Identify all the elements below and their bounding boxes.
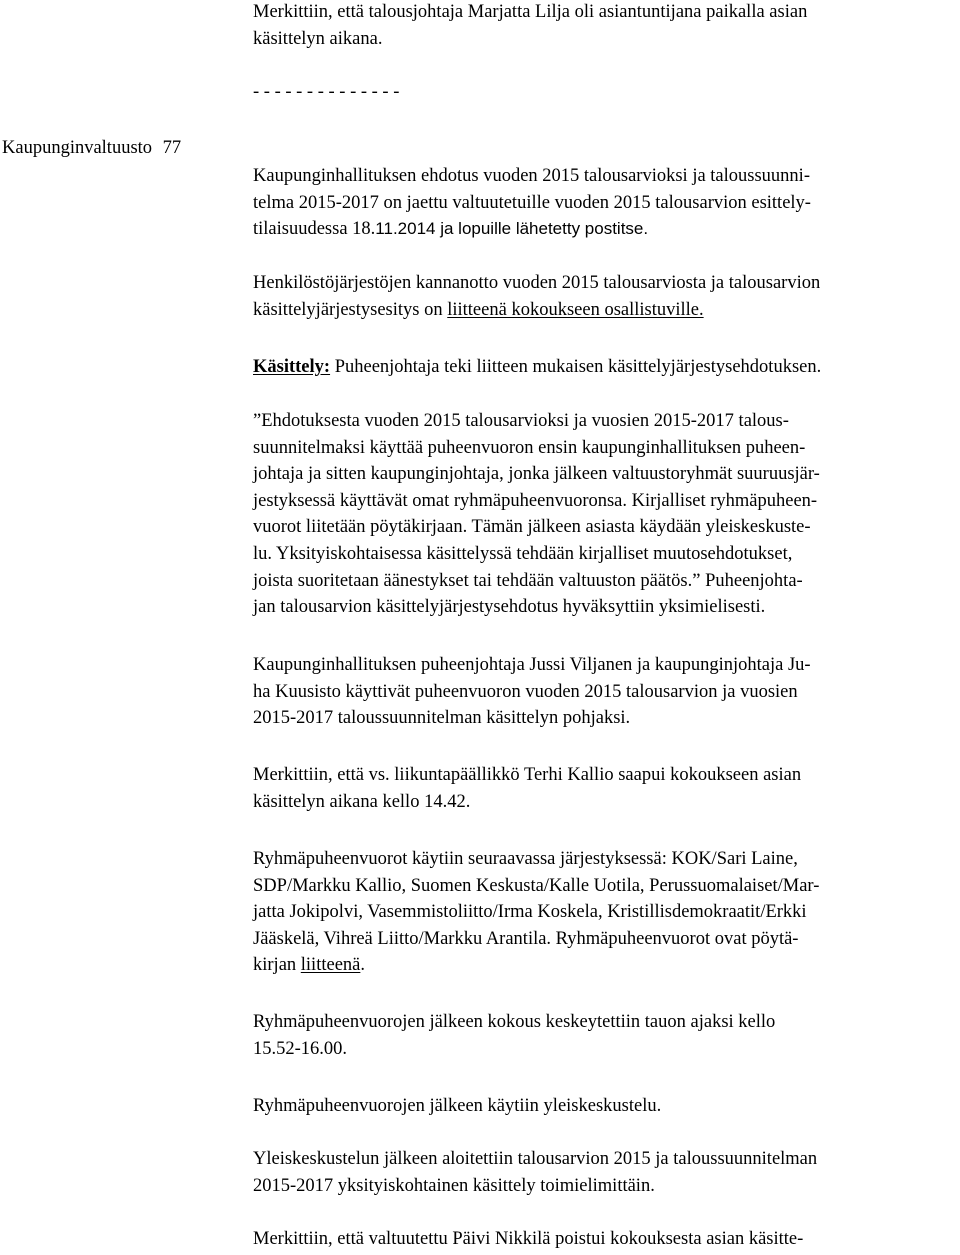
text-line: Ryhmäpuheenvuorojen jälkeen kokous keskeytettiin tauon ajaksi kello	[253, 1012, 776, 1032]
text-line: 15.52-16.00.	[253, 1038, 348, 1059]
paragraph-procedure-quote	[253, 408, 958, 621]
text-line: Henkilöstöjärjestöjen kannanotto vuoden 2015 talousarviosta ja talousarvion	[253, 273, 821, 293]
attachment-link[interactable]: liitteenä kokoukseen osallistuville.	[447, 299, 704, 320]
paragraph-detailed-processing	[253, 1146, 958, 1199]
separator: - - - - - - - - - - - - - -	[253, 82, 400, 102]
text-line	[253, 216, 958, 243]
processing-label: Käsittely:	[253, 357, 331, 377]
text-line: telma 2015-2017 on jaettu valtuutetuille vuoden 2015 talousarvion esittely-	[253, 192, 811, 213]
text-line: Merkittiin, että vs. liikuntapäällikkö Terhi Kallio saapui kokoukseen asian	[253, 765, 802, 785]
text-line	[253, 952, 958, 979]
section-number: 77	[162, 138, 182, 158]
text-line	[253, 297, 958, 324]
text-line: Jääskelä, Vihreä Liitto/Markku Arantila. Ryhmäpuheenvuorot ovat pöytä-	[253, 928, 799, 949]
text-line: Kaupunginhallituksen puheenjohtaja Jussi Viljanen ja kaupunginjohtaja Ju-	[253, 655, 811, 675]
text-line: SDP/Markku Kallio, Suomen Keskusta/Kalle Uotila, Perussuomalaiset/Mar-	[253, 875, 820, 896]
text-fragment: Puheenjohtaja teki liitteen mukaisen käsittelyjärjestysehdotuksen.	[330, 357, 822, 377]
text-line: ha Kuusisto käyttivät puheenvuoron vuoden 2015 talousarvion ja vuosien	[253, 681, 798, 702]
text-line: Ryhmäpuheenvuorot käytiin seuraavassa järjestyksessä: KOK/Sari Laine,	[253, 849, 798, 869]
intro-line-1: Merkittiin, että talousjohtaja Marjatta Lilja oli asiantuntijana paikalla asian	[253, 2, 808, 22]
text-fragment: käsittelyjärjestysesitys on	[253, 299, 448, 320]
text-fragment: 11.2014 ja lopuille lähetetty postitse.	[375, 219, 649, 239]
paragraph-processing	[253, 354, 958, 381]
paragraph-general-discussion	[253, 1093, 958, 1120]
text-line: suunnitelmaksi käyttää puheenvuoron ensin kaupunginhallituksen puheen-	[253, 437, 806, 458]
section-label: Kaupunginvaltuusto	[2, 138, 153, 158]
paragraph-break	[253, 1009, 958, 1062]
text-line: Kaupunginhallituksen ehdotus vuoden 2015 talousarvioksi ja taloussuunni-	[253, 166, 810, 186]
paragraph-speeches	[253, 652, 958, 732]
intro-line-2: käsittelyn aikana.	[253, 28, 383, 49]
paragraph-departure	[253, 1226, 958, 1253]
paragraph-group-speeches	[253, 846, 958, 979]
attachment-link[interactable]: liitteenä	[300, 955, 361, 976]
text-line: vuorot liitetään pöytäkirjaan. Tämän jälkeen asiasta käydään yleiskeskuste-	[253, 517, 811, 538]
paragraph-proposal	[253, 163, 958, 243]
text-line: Yleiskeskustelun jälkeen aloitettiin talousarvion 2015 ja taloussuunnitelman	[253, 1149, 818, 1169]
text-line: 2015-2017 taloussuunnitelman käsittelyn pohjaksi.	[253, 708, 631, 729]
paragraph-arrival	[253, 762, 958, 815]
paragraph-staff-statement	[253, 270, 958, 323]
text-line: ”Ehdotuksesta vuoden 2015 talousarvioksi ja vuosien 2015-2017 talous-	[253, 411, 789, 431]
intro-paragraph	[253, 0, 958, 52]
text-line: jan talousarvion käsittelyjärjestysehdotus hyväksyttiin yksimielisesti.	[253, 597, 766, 618]
text-line: johtaja ja sitten kaupunginjohtaja, jonka jälkeen valtuustoryhmät suuruusjär-	[253, 464, 820, 485]
text-line: Ryhmäpuheenvuorojen jälkeen käytiin yleiskeskustelu.	[253, 1096, 662, 1116]
text-fragment: kirjan	[253, 955, 301, 976]
text-line: 2015-2017 yksityiskohtainen käsittely toimielimittäin.	[253, 1175, 655, 1196]
text-line: Merkittiin, että valtuutettu Päivi Nikkilä poistui kokouksesta asian käsitte-	[253, 1229, 804, 1249]
text-line	[253, 354, 958, 381]
text-line: lu. Yksityiskohtaisessa käsittelyssä tehdään kirjalliset muutosehdotukset,	[253, 543, 793, 564]
section-heading	[2, 135, 181, 162]
text-fragment: tilaisuudessa 18.	[253, 219, 376, 240]
text-line: jatta Jokipolvi, Vasemmistoliitto/Irma Koskela, Kristillisdemokraatit/Erkki	[253, 902, 807, 923]
text-line: joista suoritetaan äänestykset tai tehdään valtuuston päätös.” Puheenjohta-	[253, 570, 803, 591]
text-line: jestyksessä käyttävät omat ryhmäpuheenvuoronsa. Kirjalliset ryhmäpuheen-	[253, 490, 818, 511]
text-fragment: .	[360, 955, 365, 976]
text-line: käsittelyn aikana kello 14.42.	[253, 791, 471, 812]
